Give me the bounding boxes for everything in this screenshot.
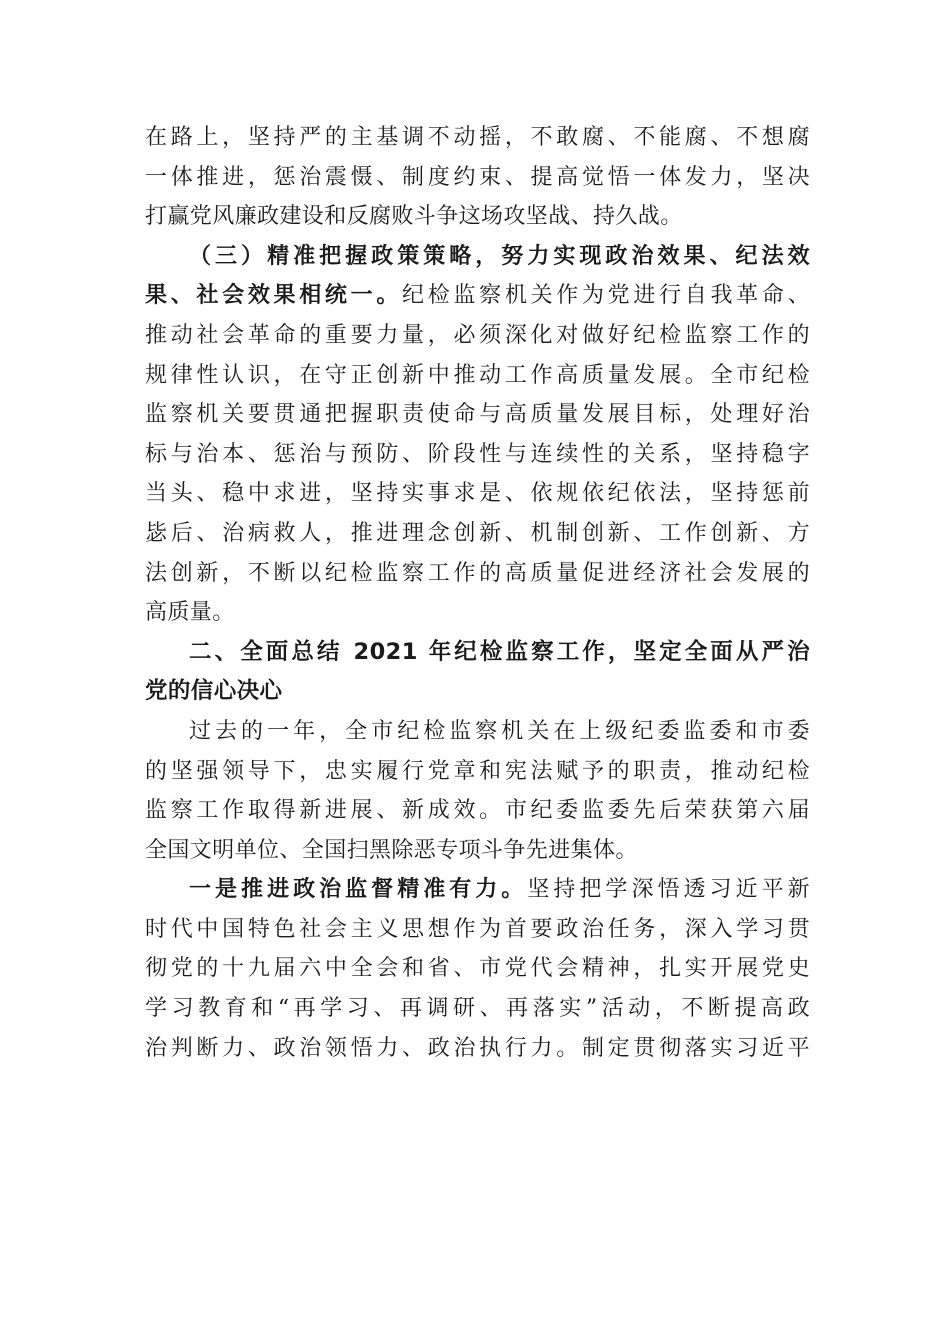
- text-line: 一体推进，惩治震慑、制度约束、提高觉悟一体发力，坚决: [145, 164, 810, 190]
- text-line: 时代中国特色社会主义思想作为首要政治任务，深入学习贯: [145, 916, 810, 942]
- section-heading-line-1: 二、全面总结 2021 年纪检监察工作，坚定全面从严治: [189, 638, 810, 665]
- text-line: 法创新，不断以纪检监察工作的高质量促进经济社会发展的: [145, 560, 810, 586]
- section-heading: [145, 633, 810, 712]
- text-line: [145, 870, 810, 910]
- text-line: 当头、稳中求进，坚持实事求是、依规依纪依法，坚持惩前: [145, 481, 810, 507]
- text-line: 学习教育和“再学习、再调研、再落实”活动，不断提高政: [145, 996, 810, 1022]
- text-line: 规律性认识，在守正创新中推动工作高质量发展。全市纪检: [145, 362, 810, 388]
- text-line: 毖后、治病救人，推进理念创新、机制创新、工作创新、方: [145, 520, 810, 546]
- paragraph-1: [145, 118, 810, 237]
- text-line: 的坚强领导下，忠实履行党章和宪法赋予的职责，推动纪检: [145, 758, 810, 784]
- text-line: 高质量。: [145, 600, 235, 626]
- paragraph-2: [145, 237, 810, 633]
- text-line: 全国文明单位、全国扫黑除恶专项斗争先进集体。: [145, 837, 638, 863]
- text-line: 在路上，坚持严的主基调不动摇，不敢腐、不能腐、不想腐: [145, 125, 810, 150]
- section-subheading-line: （三）精准把握政策策略，努力实现政治效果、纪法效: [189, 243, 810, 269]
- paragraph-3: [145, 712, 810, 870]
- text-line: 监察机关要贯通把握职责使命与高质量发展目标，处理好治: [145, 402, 810, 428]
- text-line: 彻党的十九届六中全会和省、市党代会精神，扎实开展党史: [145, 956, 810, 982]
- text-line: 过去的一年，全市纪检监察机关在上级纪委监委和市委: [189, 718, 810, 744]
- text-line: 标与治本、惩治与预防、阶段性与连续性的关系，坚持稳字: [145, 441, 810, 467]
- paragraph-4: [145, 870, 810, 1068]
- text-line: 打赢党风廉政建设和反腐败斗争这场攻坚战、持久战。: [145, 204, 683, 230]
- text-run: 坚持把学深悟透习近平新: [527, 877, 811, 903]
- text-line: [145, 276, 810, 316]
- section-subheading-end: 果、社会效果相统一。: [145, 283, 403, 309]
- section-heading-line-2: 党的信心决心: [145, 678, 283, 705]
- text-run: 纪检监察机关作为党进行自我革命、: [402, 283, 810, 309]
- text-line: 推动社会革命的重要力量，必须深化对做好纪检监察工作的: [145, 322, 810, 348]
- text-line: 治判断力、政治领悟力、政治执行力。制定贯彻落实习近平: [145, 1035, 810, 1061]
- paragraph-lead: 一是推进政治监督精准有力。: [189, 877, 528, 903]
- text-line: 监察工作取得新进展、新成效。市纪委监委先后荣获第六届: [145, 798, 810, 824]
- document-page: [145, 118, 810, 1068]
